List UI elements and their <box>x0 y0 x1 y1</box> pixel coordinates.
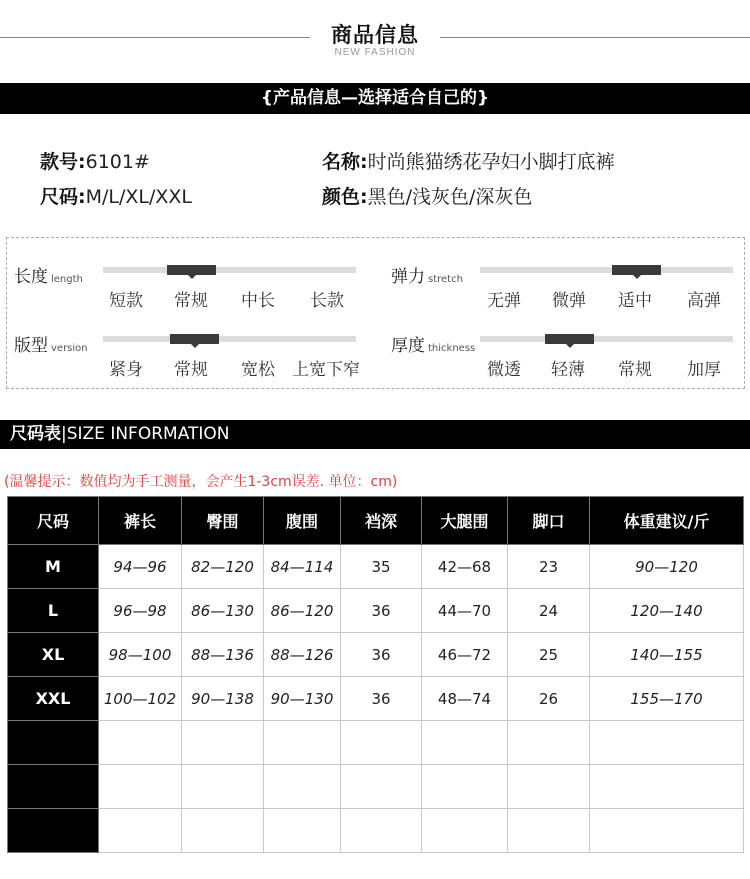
attr-stretch-indicator <box>612 265 661 275</box>
attr-version-opt: 宽松 <box>241 360 275 380</box>
size-title-en: SIZE INFORMATION <box>66 424 230 444</box>
attr-stretch-opt: 高弹 <box>687 291 721 311</box>
attr-stretch-opt: 无弹 <box>487 291 521 311</box>
size-cell: L <box>8 589 99 633</box>
empty-cell <box>264 809 341 853</box>
empty-cell <box>590 765 744 809</box>
empty-cell <box>590 721 744 765</box>
table-cell: 26 <box>508 677 590 721</box>
attr-length-opt: 中长 <box>241 291 275 311</box>
attr-thickness-label: 厚度 <box>391 336 425 356</box>
table-cell: 90—138 <box>182 677 264 721</box>
empty-cell <box>590 809 744 853</box>
size-cell: XXL <box>8 677 99 721</box>
table-cell: 35 <box>341 545 422 589</box>
attr-stretch-label: 弹力 <box>391 267 425 287</box>
size-value: M/L/XL/XXL <box>85 186 193 208</box>
model-label: 款号: <box>40 151 86 173</box>
table-cell: 42—68 <box>422 545 508 589</box>
name-label: 名称: <box>322 151 368 173</box>
attr-thickness-scale <box>480 336 733 342</box>
model-value: 6101# <box>85 151 150 173</box>
size-title-cn: 尺码表 <box>10 424 61 444</box>
table-cell: 86—130 <box>182 589 264 633</box>
table-cell: 96—98 <box>99 589 182 633</box>
attr-thickness-opt: 微透 <box>487 360 521 380</box>
size-cell: XL <box>8 633 99 677</box>
empty-size-cell <box>8 765 99 809</box>
empty-row <box>8 765 744 809</box>
empty-cell <box>422 765 508 809</box>
attr-version-opt: 紧身 <box>109 360 143 380</box>
attr-thickness-en: thickness <box>428 343 476 354</box>
col-header: 臀围 <box>182 497 264 545</box>
model-number <box>40 147 150 174</box>
size-range <box>40 182 192 209</box>
empty-size-cell <box>8 809 99 853</box>
table-cell: 90—120 <box>590 545 744 589</box>
size-info-banner <box>0 420 750 449</box>
attr-stretch-scale <box>480 267 733 273</box>
attr-thickness-opt: 常规 <box>618 360 652 380</box>
attr-version-en: version <box>51 343 88 354</box>
empty-cell <box>508 765 590 809</box>
table-cell: 36 <box>341 633 422 677</box>
empty-cell <box>264 765 341 809</box>
empty-cell <box>182 765 264 809</box>
empty-cell <box>182 809 264 853</box>
product-info-banner: {产品信息—选择适合自己的} <box>0 83 750 114</box>
table-cell: 88—126 <box>264 633 341 677</box>
table-cell: 46—72 <box>422 633 508 677</box>
empty-row <box>8 721 744 765</box>
empty-cell <box>99 765 182 809</box>
table-cell: 88—136 <box>182 633 264 677</box>
table-cell: 44—70 <box>422 589 508 633</box>
table-cell: 155—170 <box>590 677 744 721</box>
empty-size-cell <box>8 721 99 765</box>
table-header-row <box>8 497 744 545</box>
table-cell: 100—102 <box>99 677 182 721</box>
empty-cell <box>182 721 264 765</box>
table-cell: 36 <box>341 589 422 633</box>
attr-thickness-opt: 轻薄 <box>551 360 585 380</box>
table-row <box>8 633 744 677</box>
empty-cell <box>508 721 590 765</box>
empty-cell <box>422 809 508 853</box>
col-header: 体重建议/斤 <box>590 497 744 545</box>
attr-length-indicator <box>167 265 216 275</box>
attr-length-scale <box>103 267 356 273</box>
attr-stretch-opt: 适中 <box>618 291 652 311</box>
col-header: 脚口 <box>508 497 590 545</box>
attr-version-opt: 上宽下窄 <box>292 360 360 380</box>
attr-stretch-opt: 微弹 <box>552 291 586 311</box>
table-cell: 84—114 <box>264 545 341 589</box>
attr-length-label: 长度 <box>14 267 48 287</box>
empty-cell <box>341 721 422 765</box>
name-value: 时尚熊猫绣花孕妇小脚打底裤 <box>367 151 615 173</box>
table-row <box>8 545 744 589</box>
attr-version-label: 版型 <box>14 336 48 356</box>
empty-cell <box>99 809 182 853</box>
col-header: 裆深 <box>341 497 422 545</box>
attr-thickness-indicator <box>545 334 594 344</box>
size-label: 尺码: <box>40 186 86 208</box>
product-name <box>322 147 615 174</box>
col-header: 腹围 <box>264 497 341 545</box>
attr-version-scale <box>103 336 356 342</box>
attr-stretch-en: stretch <box>428 274 463 285</box>
empty-cell <box>264 721 341 765</box>
empty-cell <box>341 809 422 853</box>
empty-cell <box>341 765 422 809</box>
attr-thickness-opt: 加厚 <box>687 360 721 380</box>
empty-cell <box>422 721 508 765</box>
size-cell: M <box>8 545 99 589</box>
attr-length-en: length <box>51 274 83 285</box>
table-row <box>8 589 744 633</box>
table-cell: 94—96 <box>99 545 182 589</box>
color-label: 颜色: <box>322 186 368 208</box>
table-cell: 25 <box>508 633 590 677</box>
empty-cell <box>99 721 182 765</box>
color-options <box>322 182 532 209</box>
attr-length-opt: 短款 <box>109 291 143 311</box>
table-cell: 86—120 <box>264 589 341 633</box>
table-cell: 36 <box>341 677 422 721</box>
table-cell: 120—140 <box>590 589 744 633</box>
size-table <box>7 496 744 853</box>
page-subtitle: NEW FASHION <box>334 47 416 58</box>
measurement-note: (温馨提示：数值均为手工测量，会产生1-3cm误差. 单位：cm) <box>4 474 398 490</box>
table-cell: 140—155 <box>590 633 744 677</box>
table-cell: 48—74 <box>422 677 508 721</box>
col-header: 裤长 <box>99 497 182 545</box>
color-value: 黑色/浅灰色/深灰色 <box>367 186 533 208</box>
empty-row <box>8 809 744 853</box>
table-cell: 24 <box>508 589 590 633</box>
attr-length-opt: 常规 <box>174 291 208 311</box>
table-cell: 23 <box>508 545 590 589</box>
table-row <box>8 677 744 721</box>
table-cell: 82—120 <box>182 545 264 589</box>
page-title: 商品信息 <box>331 23 419 47</box>
size-title-separator: | <box>61 424 67 444</box>
table-cell: 90—130 <box>264 677 341 721</box>
empty-cell <box>508 809 590 853</box>
attr-length-opt: 长款 <box>310 291 344 311</box>
table-cell: 98—100 <box>99 633 182 677</box>
attr-version-opt: 常规 <box>174 360 208 380</box>
attr-version-indicator <box>170 334 219 344</box>
col-header: 尺码 <box>8 497 99 545</box>
col-header: 大腿围 <box>422 497 508 545</box>
